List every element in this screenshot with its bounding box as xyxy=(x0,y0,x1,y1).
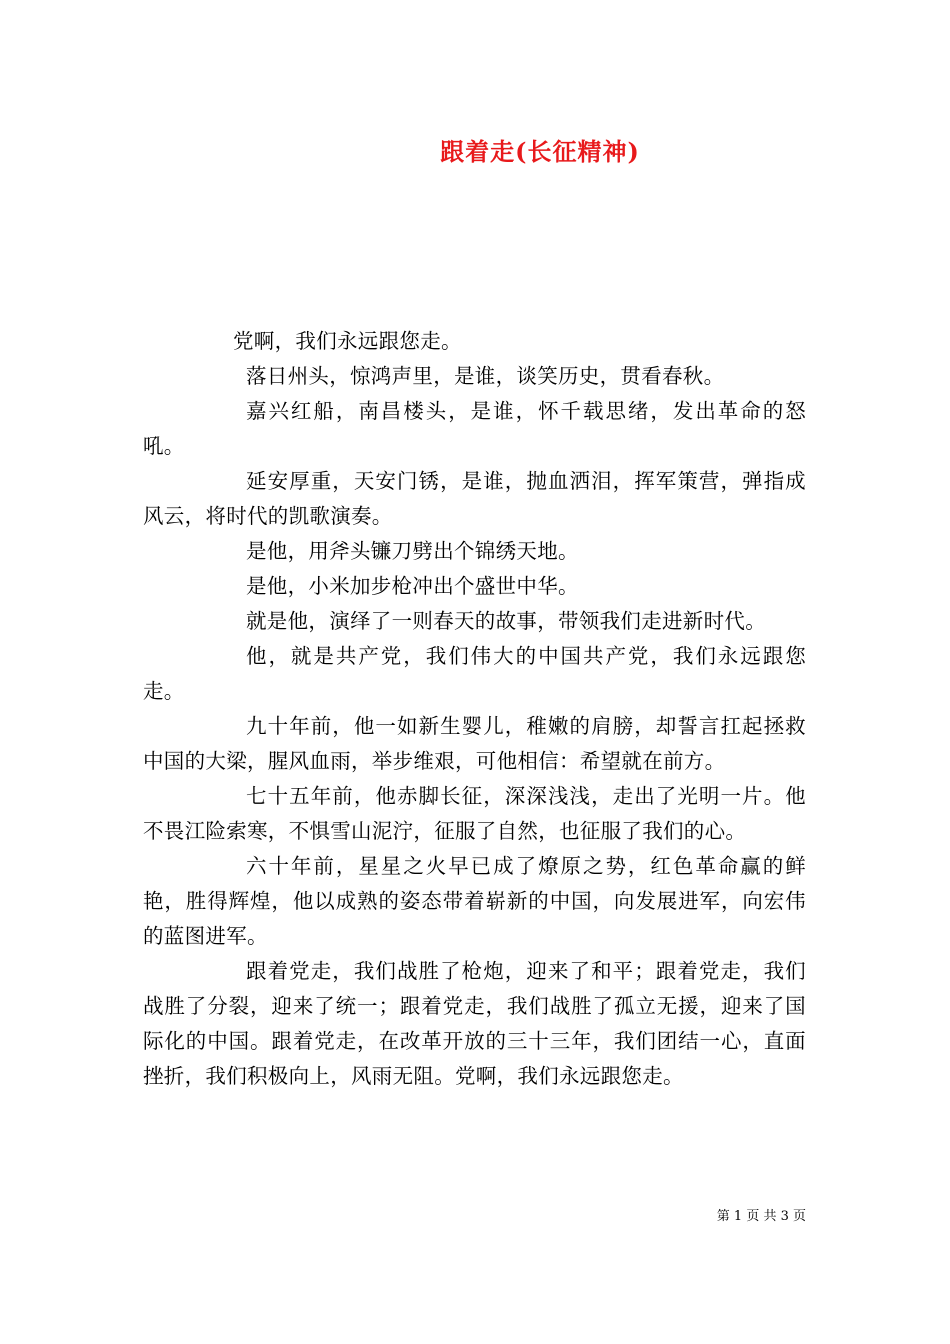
paragraph: 他，就是共产党，我们伟大的中国共产党，我们永远跟您走。 xyxy=(143,644,806,703)
paragraph: 跟着党走，我们战胜了枪炮，迎来了和平；跟着党走，我们战胜了分裂，迎来了统一；跟着党走，我们战胜了孤立无援，迎来了国际化的中国。跟着党走，在改革开放的三十三年，我们团结一心，直面挫折，我们积极向上，风雨无阻。党啊，我们永远跟您走。 xyxy=(143,959,806,1088)
paragraph: 落日州头，惊鸿声里，是谁，谈笑历史，贯看春秋。 xyxy=(246,364,725,388)
page-footer: 第 1 页 共 3 页 xyxy=(716,1209,806,1224)
paragraph: 党啊，我们永远跟您走。 xyxy=(233,329,462,353)
document-title: 跟着走(长征精神) xyxy=(440,137,640,166)
paragraph: 六十年前，星星之火早已成了燎原之势，红色革命赢的鲜艳，胜得辉煌，他以成熟的姿态带着崭新的中国，向发展进军，向宏伟的蓝图进军。 xyxy=(143,854,806,948)
paragraph: 七十五年前，他赤脚长征，深深浅浅，走出了光明一片。他不畏江险索寒，不惧雪山泥泞，征服了自然，也征服了我们的心。 xyxy=(143,784,806,843)
document-body xyxy=(143,324,806,1094)
paragraph: 是他，用斧头镰刀劈出个锦绣天地。 xyxy=(246,539,579,563)
paragraph: 就是他，演绎了一则春天的故事，带领我们走进新时代。 xyxy=(246,609,766,633)
paragraph: 嘉兴红船，南昌楼头，是谁，怀千载思绪，发出革命的怒吼。 xyxy=(143,399,806,458)
paragraph: 是他，小米加步枪冲出个盛世中华。 xyxy=(246,574,579,598)
paragraph: 延安厚重，天安门锈，是谁，抛血洒泪，挥军策营，弹指成风云，将时代的凯歌演奏。 xyxy=(143,469,806,528)
paragraph: 九十年前，他一如新生婴儿，稚嫩的肩膀，却誓言扛起拯救中国的大梁，腥风血雨，举步维艰，可他相信：希望就在前方。 xyxy=(143,714,806,773)
